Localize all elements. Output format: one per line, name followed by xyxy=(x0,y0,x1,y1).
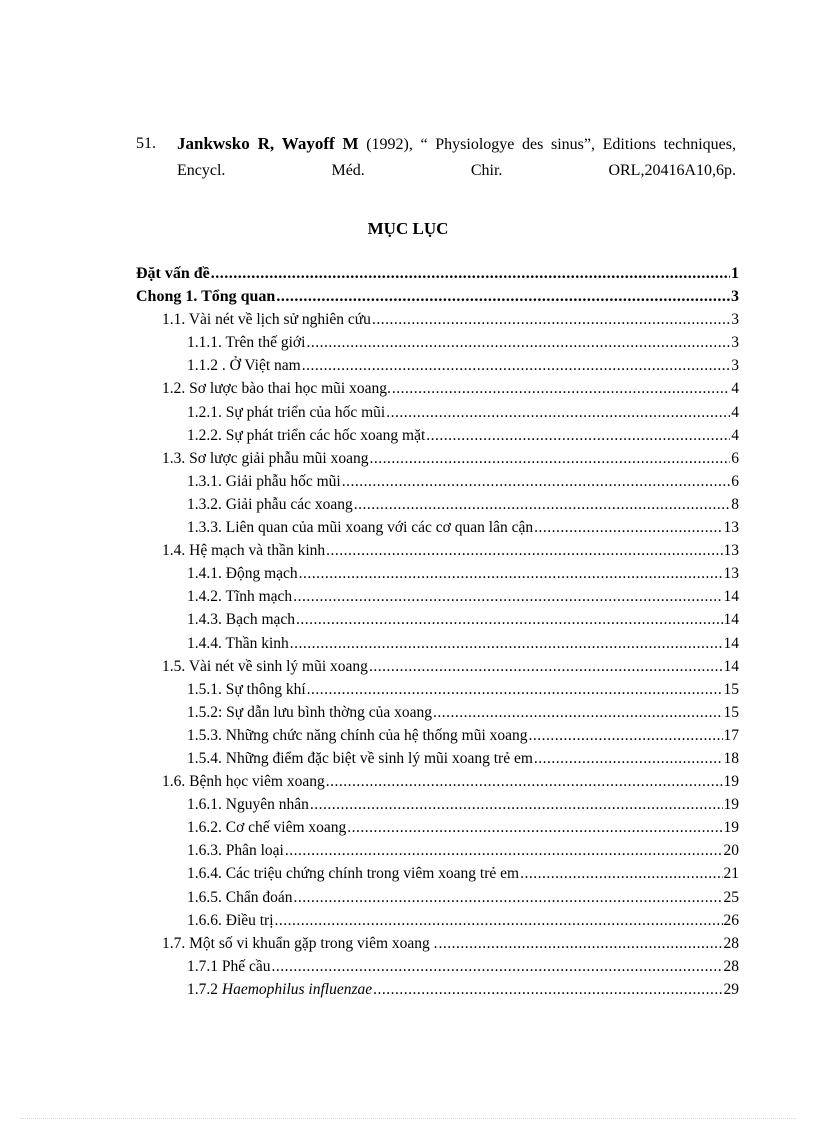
toc-entry[interactable] xyxy=(136,311,739,334)
toc-entry-page: 3 xyxy=(731,334,739,352)
toc-leader xyxy=(275,912,723,930)
toc-entry-page: 3 xyxy=(731,288,739,306)
toc-leader xyxy=(306,334,730,352)
toc-entry-title: 1.6.3. Phân loại xyxy=(187,842,284,860)
toc-leader xyxy=(293,588,722,606)
toc-entry-page: 14 xyxy=(723,657,739,675)
toc-entry[interactable] xyxy=(136,750,739,773)
toc-leader xyxy=(310,796,723,814)
toc-entry-title: 1.5.2: Sự dẫn lưu bình thờng của xoang xyxy=(187,703,432,721)
toc-entry-page: 28 xyxy=(723,957,739,975)
toc-entry[interactable] xyxy=(136,357,739,380)
toc-leader xyxy=(299,565,723,583)
toc-entry-title: 1.7.2 xyxy=(187,980,222,998)
toc-leader xyxy=(272,958,723,976)
toc-entry-title: 1.5.3. Những chức năng chính của hệ thống mũi xoang xyxy=(187,726,528,744)
toc-entry-page: 19 xyxy=(723,819,739,837)
toc-leader xyxy=(211,265,730,283)
toc-entry[interactable] xyxy=(136,404,739,427)
toc-entry-title: 1.4.3. Bạch mạch xyxy=(187,611,296,629)
toc-entry-page: 13 xyxy=(723,542,739,560)
toc-entry-title: 1.4.4. Thần kinh xyxy=(187,634,289,652)
toc-entry-page: 13 xyxy=(723,519,739,537)
toc-entry[interactable] xyxy=(136,658,739,681)
toc-leader xyxy=(373,981,722,999)
toc-entry[interactable] xyxy=(136,981,739,1004)
toc-entry[interactable] xyxy=(136,380,739,403)
toc-leader xyxy=(386,404,730,422)
toc-entry[interactable] xyxy=(136,427,739,450)
toc-entry-page: 6 xyxy=(731,472,739,490)
reference-entry xyxy=(136,131,736,184)
toc-entry[interactable] xyxy=(136,865,739,888)
toc-entry-page: 13 xyxy=(723,565,739,583)
toc-entry-page: 17 xyxy=(723,726,739,744)
toc-leader xyxy=(276,288,730,306)
toc-entry[interactable] xyxy=(136,450,739,473)
toc-entry[interactable] xyxy=(136,935,739,958)
toc-entry-page: 26 xyxy=(723,911,739,929)
toc-leader xyxy=(307,681,723,699)
toc-leader xyxy=(296,611,722,629)
toc-entry[interactable] xyxy=(136,334,739,357)
toc-entry-title: 1.7.1 Phế cầu xyxy=(187,957,271,975)
toc-leader xyxy=(354,496,731,514)
toc-entry-title: 1.3.2. Giải phẫu các xoang xyxy=(187,495,353,513)
toc-entry-page: 3 xyxy=(731,311,739,329)
toc-entry-title: 1.3. Sơ lược giải phẫu mũi xoang xyxy=(162,449,369,467)
toc-leader xyxy=(372,311,730,329)
toc-leader xyxy=(326,542,722,560)
toc-entry[interactable] xyxy=(136,565,739,588)
toc-entry[interactable] xyxy=(136,473,739,496)
toc-entry-page: 15 xyxy=(723,703,739,721)
toc-entry-page: 14 xyxy=(723,611,739,629)
toc-entry-title: Chong 1. Tổng quan xyxy=(136,288,276,306)
toc-entry[interactable] xyxy=(136,842,739,865)
toc-leader xyxy=(433,704,723,722)
toc-entry[interactable] xyxy=(136,796,739,819)
toc-entry-title: 1.2.1. Sự phát triển của hốc mũi xyxy=(187,403,386,421)
toc-leader xyxy=(529,727,723,745)
toc-entry[interactable] xyxy=(136,588,739,611)
page-bottom-divider xyxy=(20,1118,796,1119)
toc-entry-title: 1.3.3. Liên quan của mũi xoang với các cơ quan lân cận xyxy=(187,519,534,537)
toc-entry-page: 21 xyxy=(723,865,739,883)
toc-entry[interactable] xyxy=(136,958,739,981)
toc-leader xyxy=(392,380,730,398)
toc-entry-page: 14 xyxy=(723,634,739,652)
toc-entry-title: 1.2. Sơ lược bào thai học mũi xoang. xyxy=(162,380,391,398)
toc-leader xyxy=(520,865,722,883)
toc-entry-title: 1.5. Vài nét về sinh lý mũi xoang xyxy=(162,657,368,675)
toc-entry-page: 15 xyxy=(723,680,739,698)
toc-entry-page: 4 xyxy=(731,403,739,421)
toc-entry-title: 1.1.2 . Ở Việt nam xyxy=(187,357,301,375)
toc-entry[interactable] xyxy=(136,611,739,634)
toc-entry-title: 1.6.5. Chẩn đoán xyxy=(187,888,293,906)
toc-title: MỤC LỤC xyxy=(367,219,449,238)
toc-entry[interactable] xyxy=(136,819,739,842)
toc-entry-page: 4 xyxy=(731,380,739,398)
toc-entry-title-italic: Haemophilus influenzae xyxy=(221,980,373,998)
reference-body xyxy=(177,131,736,184)
toc-entry-title: 1.5.1. Sự thông khí xyxy=(187,680,306,698)
toc-leader xyxy=(426,427,730,445)
toc-entry-page: 25 xyxy=(723,888,739,906)
toc-entry-page: 18 xyxy=(723,749,739,767)
toc-entry-title: 1.6.4. Các triệu chứng chính trong viêm xoang trẻ em xyxy=(187,865,520,883)
toc-entry[interactable] xyxy=(136,681,739,704)
toc-leader xyxy=(342,473,731,491)
toc-leader xyxy=(369,658,723,676)
toc-entry-title: 1.6.2. Cơ chế viêm xoang xyxy=(187,819,347,837)
toc-leader xyxy=(369,450,730,468)
toc-entry[interactable] xyxy=(136,912,739,935)
toc-leader xyxy=(347,819,722,837)
toc-leader xyxy=(290,635,723,653)
toc-entry-page: 1 xyxy=(731,265,739,282)
toc-entry-page: 19 xyxy=(723,796,739,814)
toc-entry[interactable] xyxy=(136,519,739,542)
toc-entry[interactable] xyxy=(136,265,739,288)
reference-number: 51. xyxy=(136,135,156,152)
toc-entry[interactable] xyxy=(136,542,739,565)
toc-entry[interactable] xyxy=(136,496,739,519)
toc-entry[interactable] xyxy=(136,773,739,796)
reference-authors: Jankwsko R, Wayoff M xyxy=(177,134,359,153)
reference-text: (1992), “ Physiologye des sinus”, Editions techniques, Encycl. Méd. Chir. ORL,20416A10,6p. xyxy=(177,136,737,179)
toc-entry-title: 1.4. Hệ mạch và thần kinh xyxy=(162,542,326,560)
toc-entry[interactable] xyxy=(136,727,739,750)
toc-entry[interactable] xyxy=(136,704,739,727)
toc-leader xyxy=(285,842,723,860)
toc-entry-page: 6 xyxy=(731,449,739,467)
toc-leader xyxy=(534,750,723,768)
toc-leader xyxy=(302,357,731,375)
toc-entry[interactable] xyxy=(136,288,739,311)
toc-leader xyxy=(293,889,722,907)
table-of-contents xyxy=(136,265,739,1004)
toc-entry-title: 1.3.1. Giải phẫu hốc mũi xyxy=(187,472,341,490)
toc-entry-page: 29 xyxy=(723,980,739,998)
toc-entry-page: 20 xyxy=(723,842,739,860)
toc-entry-title: 1.4.1. Động mạch xyxy=(187,565,298,583)
toc-entry-page: 28 xyxy=(723,934,739,952)
toc-entry-page: 8 xyxy=(731,495,739,513)
toc-leader xyxy=(439,935,723,953)
toc-entry-page: 4 xyxy=(731,426,739,444)
toc-entry-page: 19 xyxy=(723,773,739,791)
toc-entry-page: 14 xyxy=(723,588,739,606)
toc-entry-title: 1.2.2. Sự phát triển các hốc xoang mặt xyxy=(187,426,426,444)
toc-entry[interactable] xyxy=(136,635,739,658)
toc-entry-title: 1.6. Bệnh học viêm xoang xyxy=(162,773,325,791)
toc-entry[interactable] xyxy=(136,889,739,912)
toc-entry-title: 1.6.6. Điều trị xyxy=(187,911,274,929)
toc-leader xyxy=(326,773,723,791)
toc-entry-title-wrap xyxy=(187,981,372,999)
toc-entry-title: 1.1.1. Trên thế giới xyxy=(187,334,306,352)
toc-entry-title: 1.7. Một số vi khuẩn gặp trong viêm xoang . xyxy=(162,934,438,952)
toc-entry-title: 1.4.2. Tĩnh mạch xyxy=(187,588,293,606)
toc-entry-title: Đặt vấn đề xyxy=(136,265,210,282)
toc-entry-page: 3 xyxy=(731,357,739,375)
toc-leader xyxy=(534,519,722,537)
toc-entry-title: 1.1. Vài nét về lịch sử nghiên cứu xyxy=(162,311,371,329)
toc-entry-title: 1.6.1. Nguyên nhân xyxy=(187,796,309,814)
toc-entry-title: 1.5.4. Những điểm đặc biệt về sinh lý mũi xoang trẻ em xyxy=(187,749,533,767)
